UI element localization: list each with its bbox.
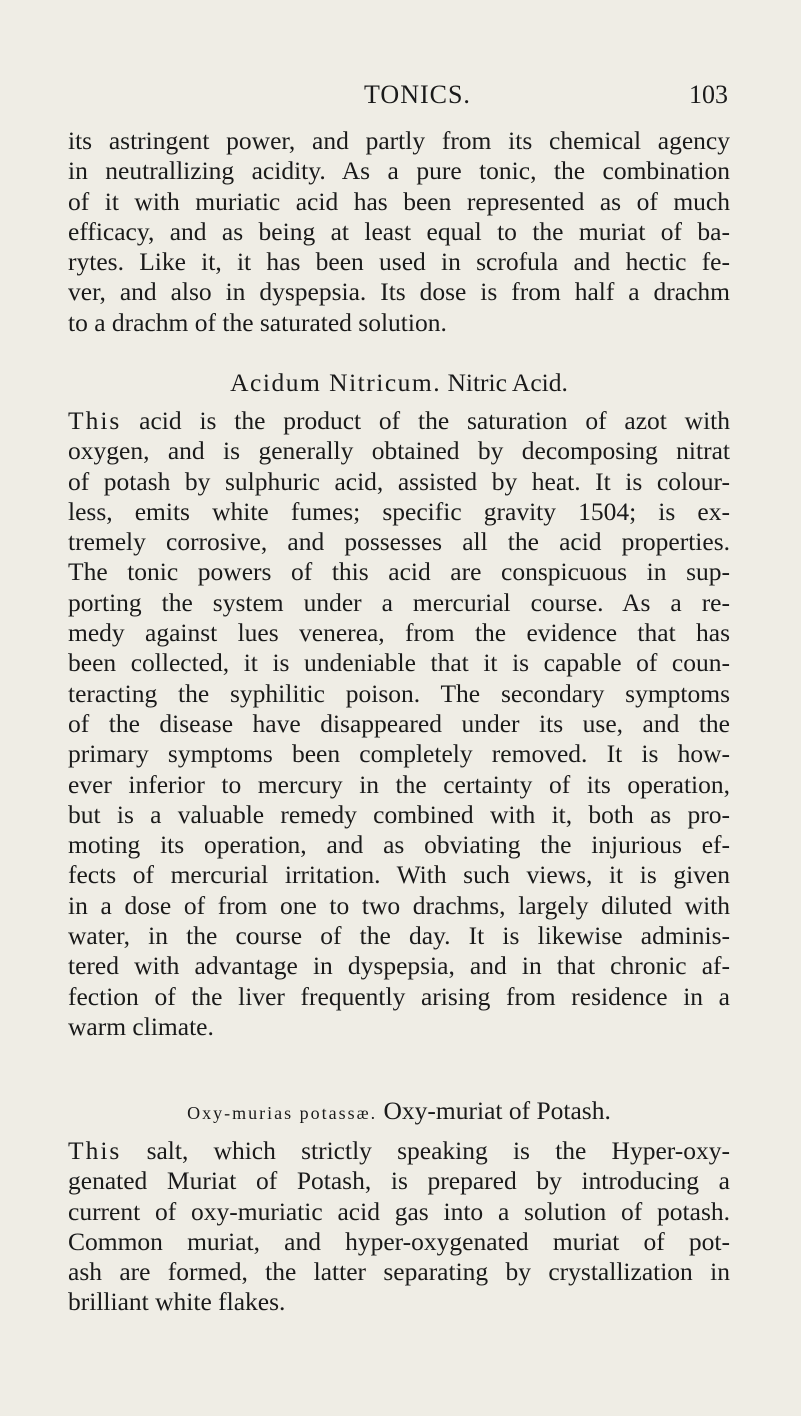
text-line: genated Muriat of Potash, is prepared by introducing a bbox=[68, 1166, 730, 1196]
text-line: ver, and also in dyspepsia. Its dose is from half a drachm bbox=[68, 277, 730, 307]
running-head: TONICS. bbox=[364, 80, 471, 109]
heading-latin-name: Acidum Nitricum. bbox=[230, 368, 442, 397]
text-line: Common muriat, and hyper-oxygenated muriat of pot- bbox=[68, 1226, 730, 1256]
heading-english-name: Nitric Acid. bbox=[447, 368, 568, 397]
text-line: porting the system under a mercurial course. As a re- bbox=[68, 587, 730, 617]
heading-latin-name: Oxy-murias potassæ. bbox=[187, 1103, 378, 1123]
text-line: its astringent power, and partly from its chemical agency bbox=[68, 126, 730, 155]
text-line: ash are formed, the latter separating by crystallization in bbox=[68, 1257, 730, 1287]
text-line: less, emits white fumes; specific gravity 1504; is ex- bbox=[68, 496, 730, 526]
section-heading-oxy-muriat-of-potash bbox=[68, 1096, 730, 1126]
paragraph-lead-word: This bbox=[68, 1136, 122, 1165]
text-line: water, in the course of the day. It is likewise adminis- bbox=[68, 921, 730, 951]
paragraph-nitric-acid bbox=[68, 406, 730, 1042]
text-line: medy against lues venerea, from the evidence that has bbox=[68, 618, 730, 648]
text-line: brilliant white flakes. bbox=[68, 1287, 286, 1317]
text-line: current of oxy-muriatic acid gas into a solution of potash. bbox=[68, 1196, 730, 1226]
text-line: moting its operation, and as obviating the injurious ef- bbox=[68, 830, 730, 860]
text-line: The tonic powers of this acid are conspicuous in sup- bbox=[68, 557, 730, 587]
paragraph-lead-word: This bbox=[68, 406, 122, 435]
text-line: of it with muriatic acid has been represented as of much bbox=[68, 186, 730, 216]
text-line: fects of mercurial irritation. With such views, it is given bbox=[68, 860, 730, 890]
text-line: been collected, it is undeniable that it is capable of coun- bbox=[68, 648, 730, 678]
heading-english-name: Oxy-muriat of Potash. bbox=[383, 1096, 611, 1125]
text-line: This acid is the product of the saturation of azot with bbox=[68, 406, 730, 435]
text-line: ever inferior to mercury in the certainty of its operation, bbox=[68, 769, 730, 799]
text-line: fection of the liver frequently arising from residence in a bbox=[68, 981, 730, 1011]
page-header bbox=[68, 80, 728, 114]
text-line: rytes. Like it, it has been used in scrofula and hectic fe- bbox=[68, 247, 730, 277]
text-line: in a dose of from one to two drachms, largely diluted with bbox=[68, 890, 730, 920]
text-line: of the disease have disappeared under its use, and the bbox=[68, 708, 730, 738]
page-number: 103 bbox=[689, 80, 728, 109]
paragraph-continued bbox=[68, 126, 730, 338]
text-line: in neutrallizing acidity. As a pure tonic, the combination bbox=[68, 156, 730, 186]
text-line: tered with advantage in dyspepsia, and in that chronic af- bbox=[68, 951, 730, 981]
text-line: oxygen, and is generally obtained by decomposing nitrat bbox=[68, 436, 730, 466]
text-line: primary symptoms been completely removed. It is how- bbox=[68, 739, 730, 769]
text-line: efficacy, and as being at least equal to the muriat of ba- bbox=[68, 216, 730, 246]
text-line: but is a valuable remedy combined with it, both as pro- bbox=[68, 799, 730, 829]
text-line: warm climate. bbox=[68, 1011, 214, 1041]
text-line: This salt, which strictly speaking is the Hyper-oxy- bbox=[68, 1136, 731, 1165]
paragraph-oxy-muriat-of-potash bbox=[68, 1136, 730, 1318]
text-line: of potash by sulphuric acid, assisted by heat. It is colour- bbox=[68, 466, 730, 496]
text-line: tremely corrosive, and possesses all the acid properties. bbox=[68, 527, 730, 557]
text-line: teracting the syphilitic poison. The secondary symptoms bbox=[68, 678, 730, 708]
section-heading-nitric-acid bbox=[68, 368, 730, 398]
text-line: to a drachm of the saturated solution. bbox=[68, 307, 447, 337]
